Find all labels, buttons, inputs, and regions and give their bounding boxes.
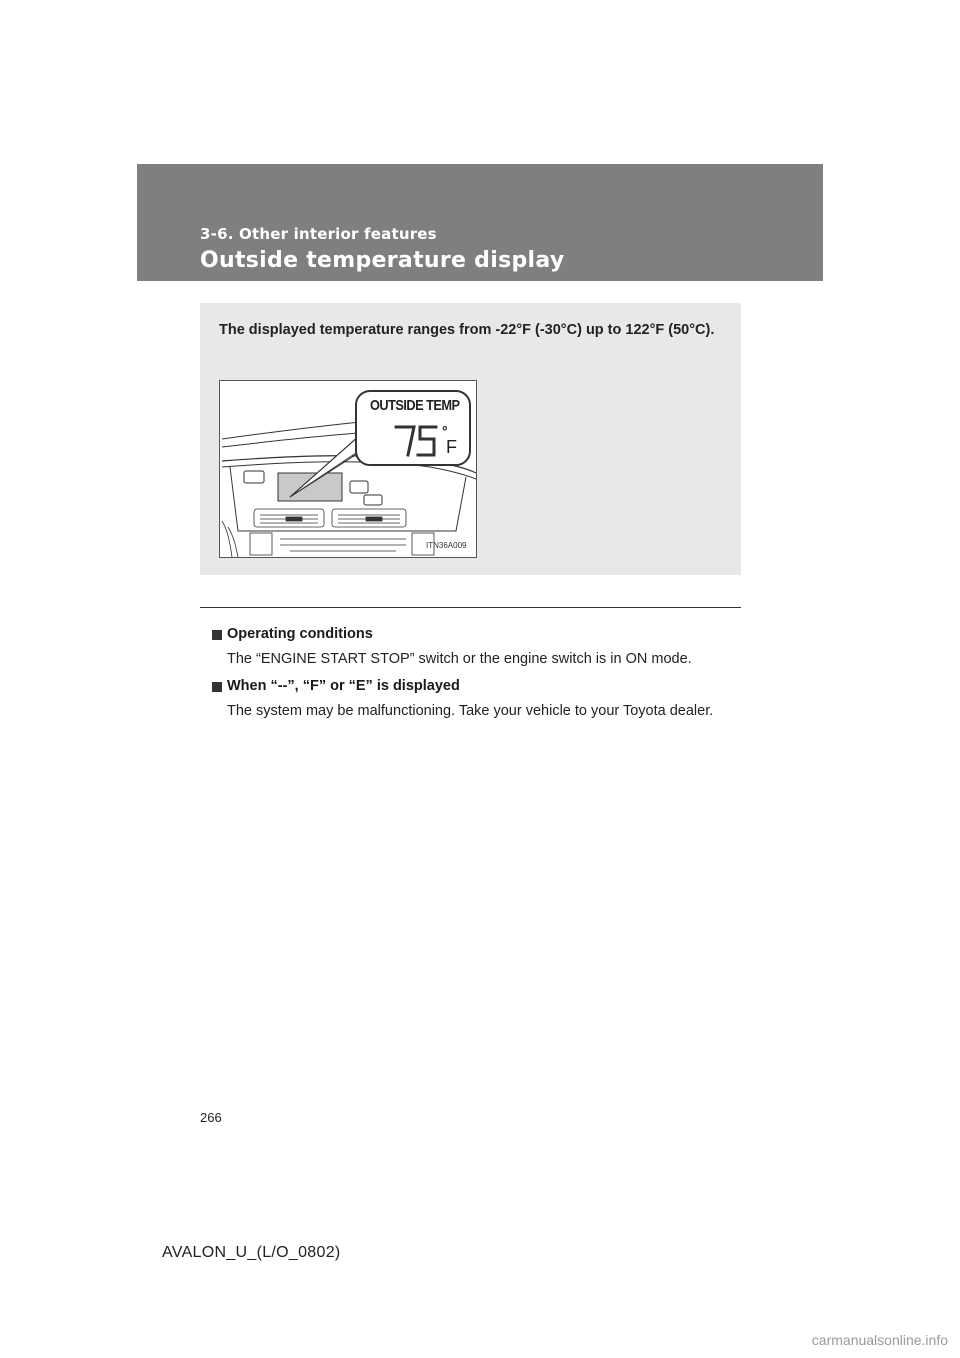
note-operating-conditions [212,622,752,672]
page-number: 266 [200,1110,222,1125]
intro-box [200,303,741,575]
note-heading: Operating conditions [227,626,373,642]
note-body: The “ENGINE START STOP” switch or the engine switch is in ON mode. [227,651,692,667]
display-unit: F [446,437,457,457]
header-band [137,164,823,281]
note-error-display [212,674,752,724]
display-label: OUTSIDE TEMP [370,397,460,414]
note-body: The system may be malfunctioning. Take your vehicle to your Toyota dealer. [227,703,714,719]
watermark: carmanualsonline.info [811,1332,948,1348]
display-value [396,423,397,424]
note-heading: When “--”, “F” or “E” is displayed [227,678,460,694]
square-bullet-icon [212,682,222,692]
dashboard-illustration [219,380,477,558]
document-code: AVALON_U_(L/O_0802) [162,1244,341,1261]
display-degree: ° [442,423,448,439]
section-divider [200,607,741,608]
page-title: Outside temperature display [200,248,565,273]
figure-code: ITN36A009 [426,541,467,550]
square-bullet-icon [212,630,222,640]
section-label: 3-6. Other interior features [200,225,437,243]
intro-text: The displayed temperature ranges from -22°F (-30°C) up to 122°F (50°C). [219,322,715,338]
